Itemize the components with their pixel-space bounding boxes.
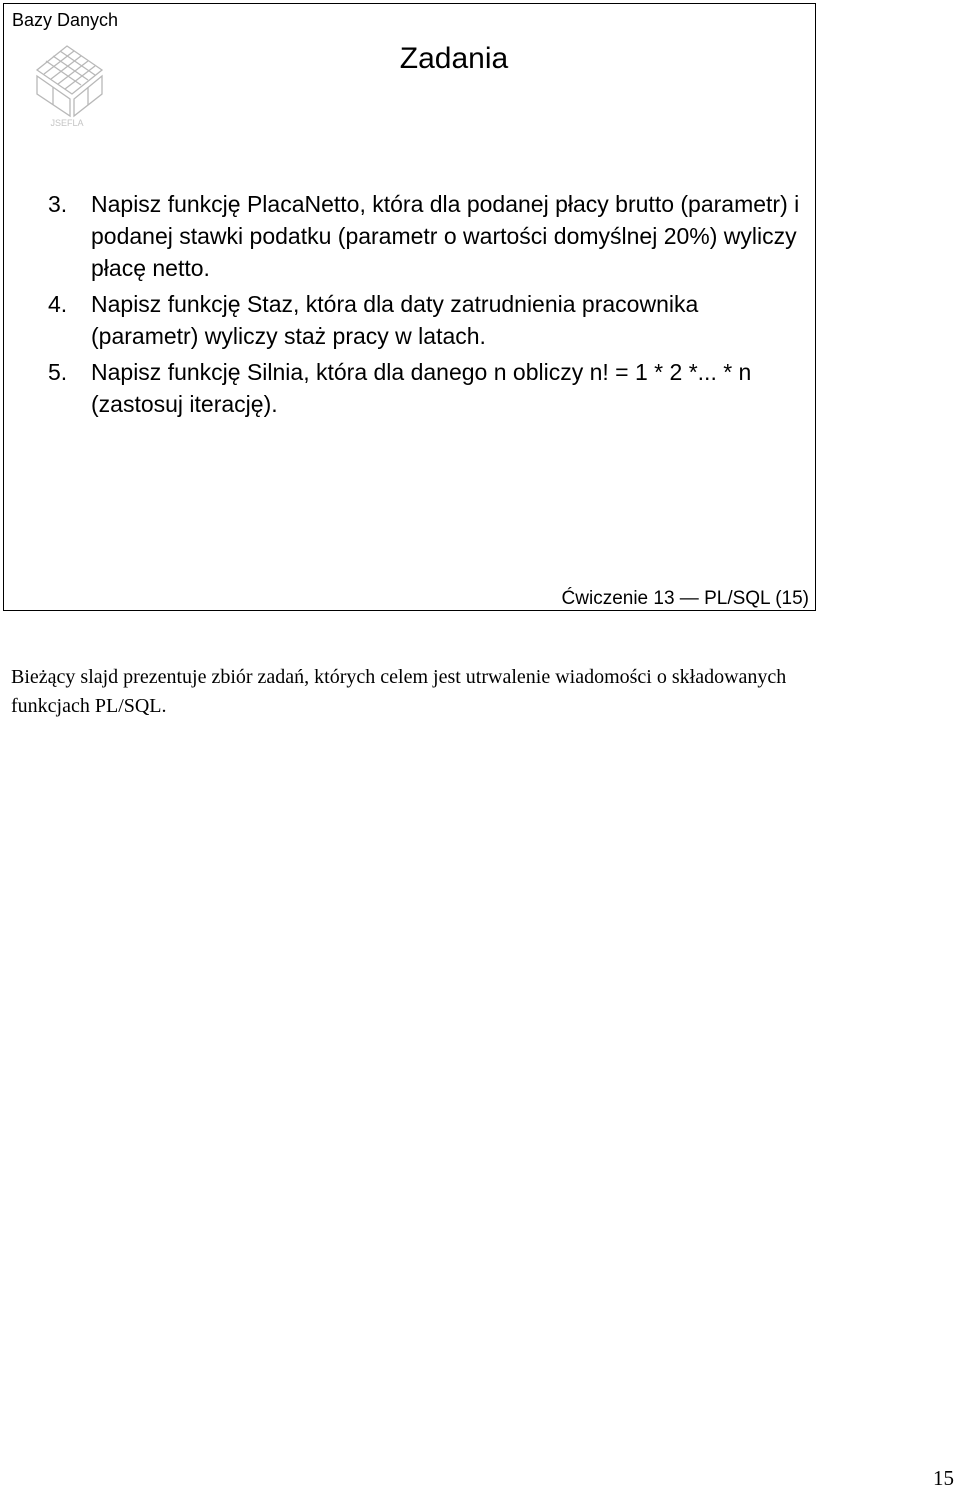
- page-number: 15: [933, 1466, 954, 1490]
- task-number: 3.: [48, 191, 68, 217]
- slide-title: Zadania: [399, 42, 509, 75]
- task-item: [48, 288, 808, 352]
- task-text: Napisz funkcję Staz, która dla daty zatrudnienia pracownika (parametr) wyliczy staż pracy w latach.: [91, 291, 699, 349]
- slide-frame: [3, 3, 816, 611]
- task-text: Napisz funkcję PlacaNetto, która dla podanej płacy brutto (parametr) i podanej stawki podatku (parametr o wartości domyślnej 20%) wyliczy płacę netto.: [91, 191, 800, 281]
- task-item: [48, 188, 808, 284]
- task-item: [48, 356, 808, 420]
- task-list: [48, 188, 808, 424]
- task-number: 5.: [48, 359, 68, 385]
- task-number: 4.: [48, 291, 68, 317]
- svg-text:JSEFLA: JSEFLA: [50, 118, 84, 128]
- slide-header: Bazy Danych: [12, 10, 119, 30]
- speaker-notes: Bieżący slajd prezentuje zbiór zadań, których celem jest utrwalenie wiadomości o składowanych funkcjach PL/SQL.: [11, 666, 787, 717]
- slide-footer: Ćwiczenie 13 — PL/SQL (15): [561, 588, 809, 609]
- task-text: Napisz funkcję Silnia, która dla danego n obliczy n! = 1 * 2 *... * n (zastosuj iterację).: [91, 359, 752, 417]
